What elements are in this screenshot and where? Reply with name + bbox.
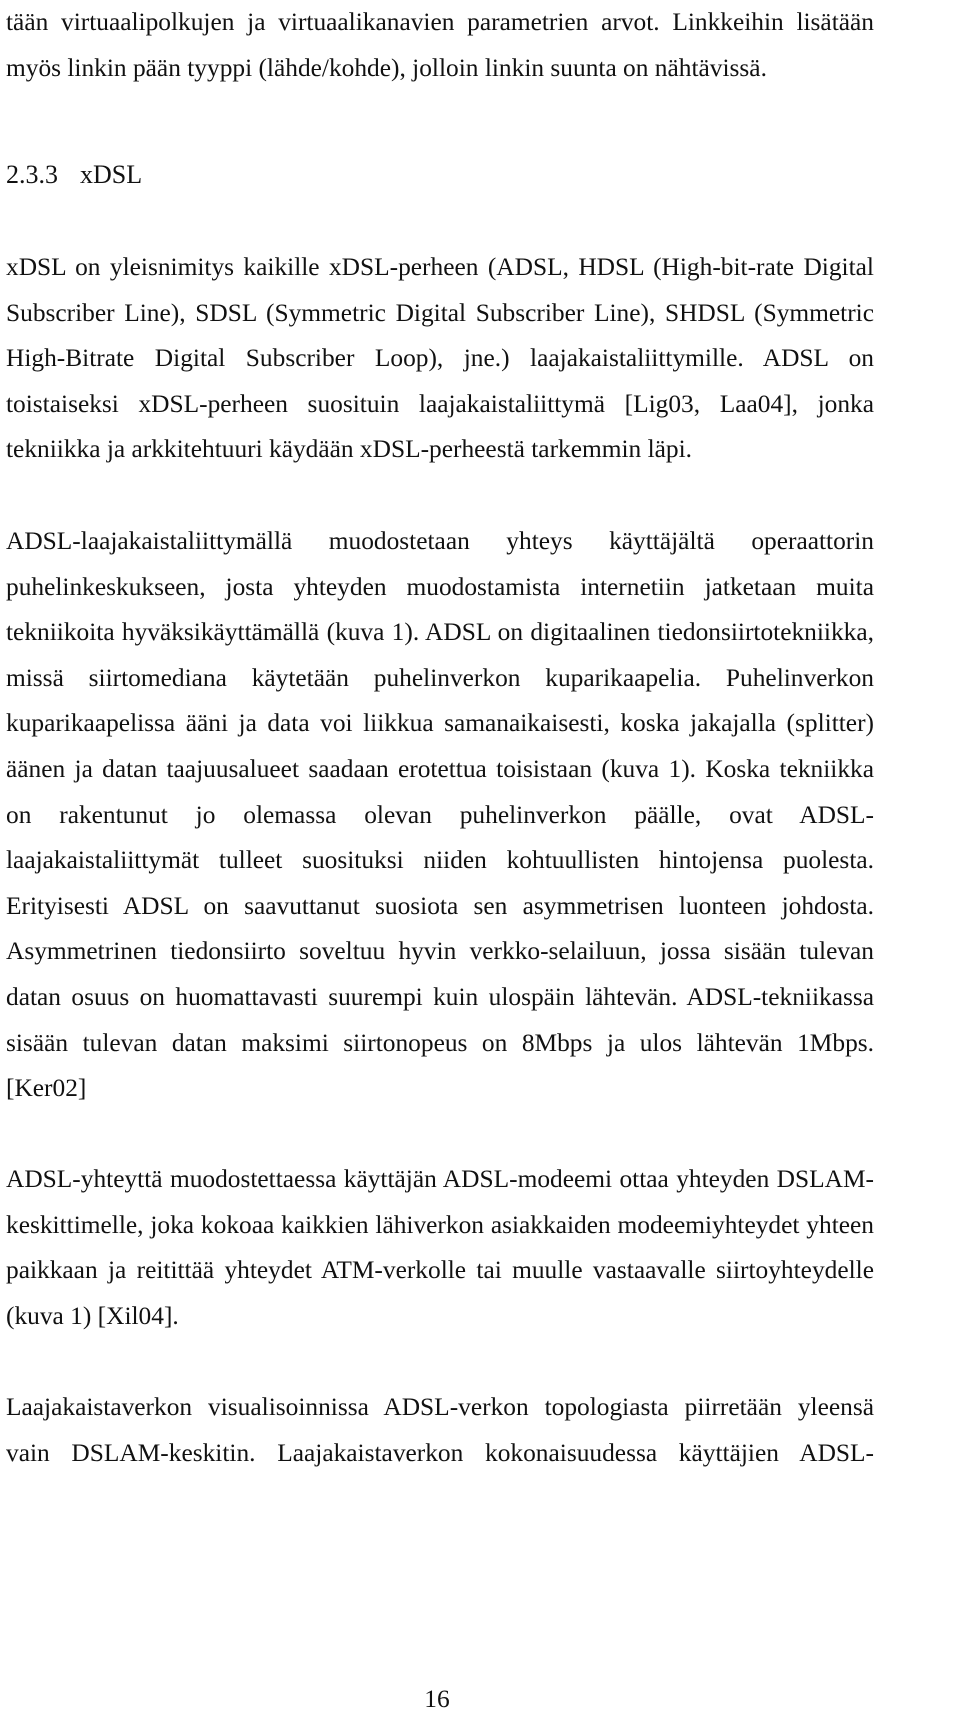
section-number: 2.3.3 — [6, 160, 58, 189]
paragraph-visualization: Laajakaistaverkon visualisoinnissa ADSL-verkon topologiasta piirretään yleensä vain DSLAM-keskitin. Laajakaistaverkon kokonaisuudessa käyttäjien ADSL- — [6, 1393, 874, 1467]
paragraph-xdsl-definition: xDSL on yleisnimitys kaikille xDSL-perheen (ADSL, HDSL (High-bit-rate Digital Subscriber Line), SDSL (Symmetric Digital Subscriber Line), SHDSL (Symmetric High-Bitrate Digital Subscriber Loop), jne.) laajakaistaliittymille. ADSL on toistaiseksi xDSL-perheen suosituin laajakaistaliittymä [Lig03, Laa04], jonka tekniikka ja arkkitehtuuri käydään xDSL-perheestä tarkemmin läpi. — [6, 253, 874, 464]
paragraph-adsl-description: ADSL-laajakaistaliittymällä muodostetaan yhteys käyttäjältä operaattorin puhelinkeskukseen, josta yhteyden muodostamista internetiin jatketaan muita tekniikoita hyväksikäyttämällä (kuva 1). ADSL on digitaalinen tiedonsiirtotekniikka, missä siirtomediana käytetään puhelinverkon kuparikaapelia. Puhelinverkon kuparikaapelissa ääni ja data voi liikkua samanaikaisesti, koska jakajalla (splitter) äänen ja datan taajuusalueet saadaan erotettua toisistaan (kuva 1). Koska tekniikka on rakentunut jo olemassa olevan puhelinverkon päälle, ovat ADSL-laajakaistaliittymät tulleet suosituksi niiden kohtuullisten hintojensa puolesta. Erityisesti ADSL on saavuttanut suosiota sen asymmetrisen luonteen johdosta. Asymmetrinen tiedonsiirto soveltuu hyvin verkko-selailuun, jossa sisään tulevan datan osuus on huomattavasti suurempi kuin ulospäin lähtevän. ADSL-tekniikassa sisään tulevan datan maksimi siirtonopeus on 8Mbps ja ulos lähtevän 1Mbps. [Ker02] — [6, 527, 874, 1103]
section-heading — [6, 152, 142, 198]
page-number: 16 — [424, 1685, 450, 1713]
paragraph-intro-continuation: tään virtuaalipolkujen ja virtuaalikanavien parametrien arvot. Linkkeihin lisätään myös linkin pään tyyppi (lähde/kohde), jolloin linkin suunta on nähtävissä. — [6, 8, 874, 82]
section-title: xDSL — [80, 160, 143, 189]
paragraph-adsl-connection: ADSL-yhteyttä muodostettaessa käyttäjän ADSL-modeemi ottaa yhteyden DSLAM-keskittimelle, joka kokoaa kaikkien lähiverkon asiakkaiden modeemiyhteydet yhteen paikkaan ja reitittää yhteydet ATM-verkolle tai muulle vastaavalle siirtoyhteydelle (kuva 1) [Xil04]. — [6, 1165, 874, 1330]
